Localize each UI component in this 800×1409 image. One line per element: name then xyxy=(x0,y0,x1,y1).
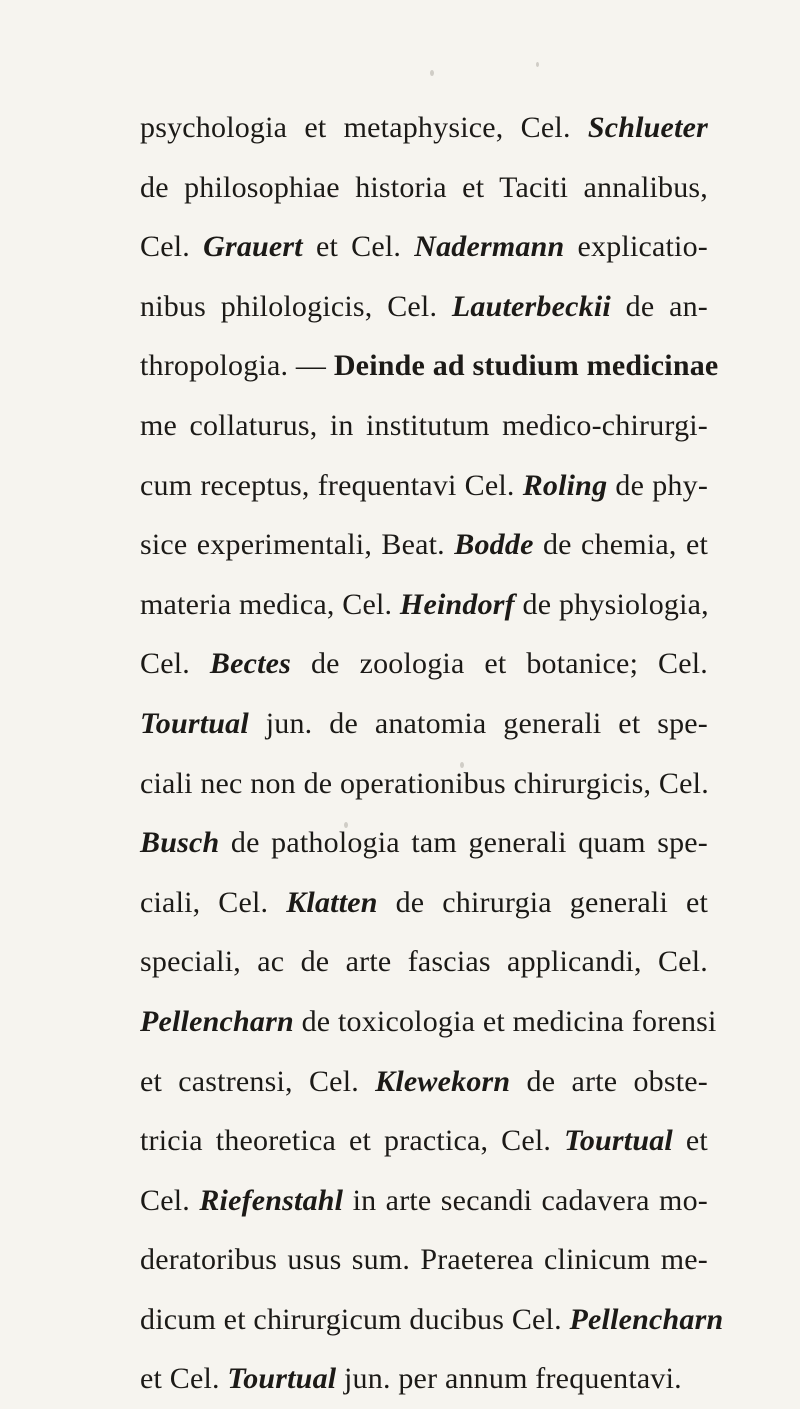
text-segment: thropologia. — xyxy=(140,349,334,383)
paper-speck xyxy=(460,762,464,768)
paper-speck xyxy=(344,822,348,828)
text-line xyxy=(140,873,708,933)
person-name: Tourtual xyxy=(227,1362,337,1396)
paper-speck xyxy=(536,62,539,67)
text-segment: de chirurgia generali et xyxy=(377,885,708,919)
text-segment: nibus philologicis, Cel. xyxy=(140,289,452,323)
text-line xyxy=(140,694,708,754)
text-line xyxy=(140,336,719,396)
person-name: Nadermann xyxy=(414,230,565,264)
text-segment: materia medica, Cel. xyxy=(140,587,400,621)
text-line xyxy=(140,575,708,635)
text-segment: cum receptus, frequentavi Cel. xyxy=(140,468,523,502)
text-line xyxy=(140,277,708,337)
text-line xyxy=(140,992,717,1052)
person-name: Tourtual xyxy=(140,706,249,740)
text-line xyxy=(140,1111,708,1171)
text-segment: ciali, Cel. xyxy=(140,885,287,919)
text-line xyxy=(140,217,708,277)
person-name: Tourtual xyxy=(564,1124,673,1158)
text-segment: et Cel. xyxy=(302,230,415,264)
text-line xyxy=(140,634,708,694)
person-name: Pellencharn xyxy=(140,1004,294,1038)
text-line xyxy=(140,813,708,873)
text-segment: de philosophiae historia et Taciti annalibus, xyxy=(140,170,708,204)
text-line xyxy=(140,1290,724,1350)
person-name: Lauterbeckii xyxy=(451,289,611,323)
text-segment: et xyxy=(672,1124,708,1158)
person-name: Riefenstahl xyxy=(199,1183,344,1217)
person-name: Schlueter xyxy=(587,111,708,144)
paper-speck xyxy=(430,70,434,76)
text-segment: tricia theoretica et practica, Cel. xyxy=(140,1124,565,1158)
person-name: Roling xyxy=(522,468,608,502)
text-segment: Cel. xyxy=(140,1183,200,1217)
text-segment: de an- xyxy=(610,289,708,323)
text-segment: de zoologia et botanice; Cel. xyxy=(291,647,708,681)
text-segment: de physiologia, xyxy=(514,587,709,621)
text-segment: ciali nec non de operationibus chirurgicis, Cel. xyxy=(140,766,709,800)
text-line xyxy=(140,158,708,218)
text-line xyxy=(140,456,708,516)
text-segment: et castrensi, Cel. xyxy=(140,1064,376,1098)
text-line xyxy=(140,932,708,992)
person-name: Pellencharn xyxy=(569,1302,724,1336)
text-line xyxy=(140,1052,708,1112)
text-segment: speciali, ac de arte fascias applicandi, Cel. xyxy=(140,945,708,979)
text-line xyxy=(140,1230,708,1290)
text-segment: in arte secandi cadavera mo- xyxy=(343,1183,708,1217)
text-segment: psychologia et metaphysice, Cel. xyxy=(140,111,588,144)
person-name: Klatten xyxy=(286,885,378,919)
text-segment: dicum et chirurgicum ducibus Cel. xyxy=(140,1302,570,1336)
text-segment: Cel. xyxy=(140,230,204,264)
person-name: Bectes xyxy=(209,647,292,681)
text-segment: jun. de anatomia generali et spe- xyxy=(248,706,708,740)
text-line xyxy=(140,1171,708,1231)
text-segment: sice experimentali, Beat. xyxy=(140,528,455,562)
text-block xyxy=(140,98,724,1409)
text-segment: Deinde ad studium medicinae xyxy=(333,349,719,383)
text-segment: explicatio- xyxy=(564,230,708,264)
text-segment: de pathologia tam generali quam spe- xyxy=(219,826,708,860)
person-name: Bodde xyxy=(454,528,534,562)
text-line xyxy=(140,1349,708,1409)
text-segment: de arte obste- xyxy=(510,1064,708,1098)
text-segment: deratoribus usus sum. Praeterea clinicum me- xyxy=(140,1243,708,1277)
person-name: Klewekorn xyxy=(375,1064,511,1098)
person-name: Heindorf xyxy=(399,587,515,621)
text-segment: jun. per annum frequentavi. xyxy=(336,1362,682,1396)
text-segment: et Cel. xyxy=(140,1362,228,1396)
text-line xyxy=(140,754,708,814)
text-line xyxy=(140,396,708,456)
text-segment: de phy- xyxy=(607,468,709,502)
text-segment: Cel. xyxy=(140,647,210,681)
text-segment: de toxicologia et medicina forensi xyxy=(293,1004,717,1038)
text-segment: de chemia, et xyxy=(533,528,708,562)
text-line xyxy=(140,98,708,158)
text-segment: me collaturus, in institutum medico-chirurgi- xyxy=(140,408,708,442)
text-line xyxy=(140,515,708,575)
person-name: Grauert xyxy=(203,230,303,264)
person-name: Busch xyxy=(140,826,220,860)
